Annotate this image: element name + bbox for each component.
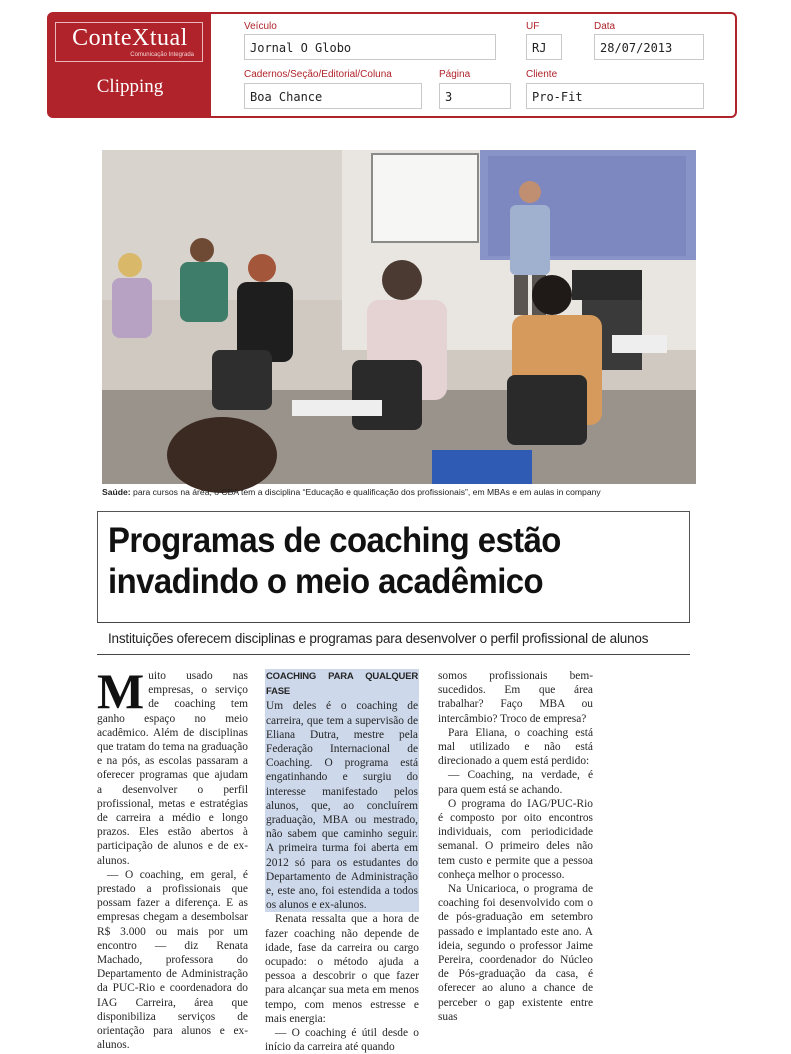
headline-line-1: Programas de coaching estão [108, 521, 561, 560]
box-title: COACHING PARA QUALQUER FASE [266, 671, 418, 698]
cliente-field: Pro-Fit [526, 83, 704, 109]
col2-paragraph-2: Renata ressalta que a hora de fazer coaching não depende de idade, fase da carreira ou cargo ocupado: o método ajuda a pessoa a descobrir o que fazer para alcançar sua meta em menos tempo, com menos estresse e mais energia: [265, 913, 419, 1025]
uf-field: RJ [526, 34, 562, 60]
article-photo [102, 150, 696, 484]
clipping-header [47, 12, 737, 118]
caption-lead: Saúde: [102, 487, 131, 497]
col1-paragraph-1 [97, 663, 248, 868]
box-text: Um deles é o coaching de carreira, que tem a supervisão de Eliana Dutra, mestre pela Federação Internacional de Coaching. O programa está engatinhando e surgiu do interesse manifestado pelos alunos, que, ao concluírem graduação, MBA ou mestrado, não sabem que caminho seguir. A primeira turma foi aberta em 2012 só para os estudantes do Departamento de Administração e, este ano, foi estendida a todos os alunos e ex-alunos. [266, 700, 418, 912]
col1-paragraph-2: — O coaching, em geral, é prestado a profissionais que possam fazer a diferença. E as empresas chegam a desembolsar R$ 3.000 ou mais por um encontro — diz Renata Machado, professora do Departamento de Administração da PUC-Rio e coordenadora do IAG Carreira, área que disponibiliza serviços de orientação para alunos e ex-alunos. [97, 868, 248, 1052]
cliente-label: Cliente [526, 69, 558, 80]
article-column-3 [438, 669, 593, 1024]
photo-caption [102, 487, 696, 497]
col3-paragraph-5: Na Unicarioca, o programa de coaching foi desenvolvido com o de pós-graduação em setembro passado e implantado este ano. A ideia, segundo o professor Jaime Pereira, coordenador do Núcleo de Pós-graduação da casa, é oferecer ao aluno a chance de perceber o gap existente entre suas [438, 883, 593, 1023]
col3-paragraph-4: O programa do IAG/PUC-Rio é composto por oito encontros individuais, com periodicidade semanal. O primeiro deles não tem custo e permite que a pessoa conheça melhor o processo. [438, 797, 593, 881]
caderno-field: Boa Chance [244, 83, 422, 109]
subtitle-top-rule [97, 622, 690, 623]
dropcap: M [97, 663, 145, 719]
article-column-1 [97, 663, 248, 1052]
section-label: Clipping [96, 76, 164, 97]
logo-frame [55, 22, 203, 62]
pagina-field: 3 [439, 83, 511, 109]
col3-paragraph-3: — Coaching, na verdade, é para quem está se achando. [438, 769, 593, 796]
pagina-label: Página [439, 69, 471, 80]
article-column-2 [265, 669, 419, 1054]
brand-tagline: Comunicação Integrada [130, 52, 194, 58]
subtitle-bottom-rule [97, 654, 690, 655]
data-field: 28/07/2013 [594, 34, 704, 60]
col2-paragraph-3: — O coaching é útil desde o início da carreira até quando [265, 1027, 419, 1054]
highlighted-box [265, 669, 419, 912]
brand-logo: ConteXtual [72, 25, 188, 51]
classroom-photo-illustration [102, 150, 696, 484]
subtitle: Instituições oferecem disciplinas e programas para desenvolver o perfil profissional de alunos [108, 631, 649, 646]
headline [108, 520, 653, 602]
veiculo-field: Jornal O Globo [244, 34, 496, 60]
caderno-label: Cadernos/Seção/Editorial/Coluna [244, 69, 392, 80]
uf-label: UF [526, 21, 540, 32]
caption-text: para cursos na área, o CBA tem a disciplina “Educação e qualificação dos profissionais”, em MBAs e em aulas in company [130, 487, 601, 497]
brand-panel [49, 14, 211, 116]
veiculo-label: Veículo [244, 21, 277, 32]
col1-paragraph-1-text: uito usado nas empresas, o serviço de coaching tem ganho espaço no meio acadêmico. Além de disciplinas que tratam do tema na graduação e na pós, as escolas passaram a oferecer programas que ajudam a desenvolver o perfil profissional, metas e estratégias de carreira a médio e longo prazos. Eles estão abertos à participação de alunos e de ex-alunos. [97, 670, 248, 867]
col3-paragraph-1: somos profissionais bem-sucedidos. Em que área trabalhar? Faço MBA ou intercâmbio? Troco de empresa? [438, 670, 593, 725]
col3-paragraph-2: Para Eliana, o coaching está mal utilizado e não está direcionado a quem está perdido: [438, 726, 593, 768]
data-label: Data [594, 21, 616, 32]
headline-line-2: invadindo o meio acadêmico [108, 562, 544, 601]
